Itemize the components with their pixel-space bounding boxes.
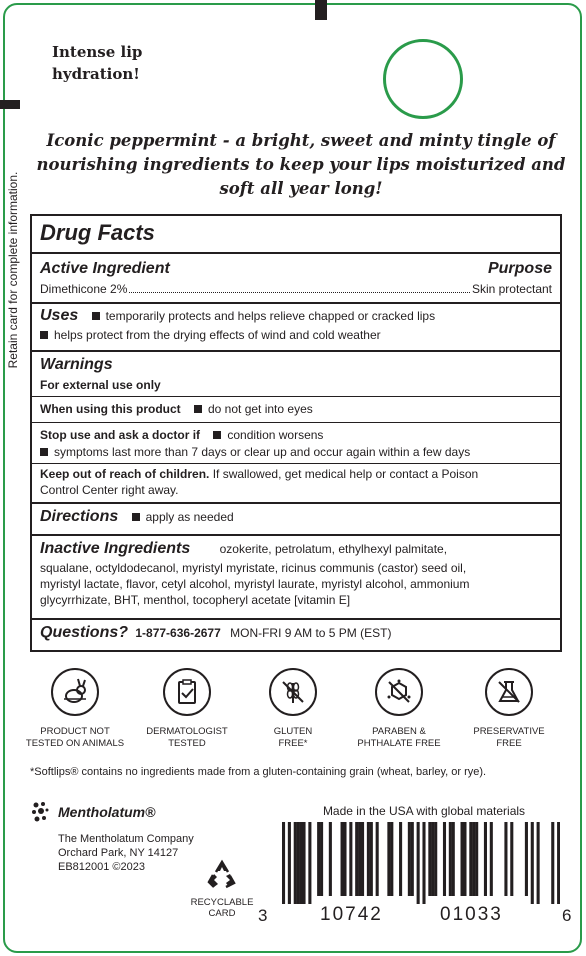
badge-label: DERMATOLOGIST: [146, 726, 228, 737]
barcode-bar: [469, 822, 472, 896]
barcode-bar: [308, 822, 311, 904]
bullet-icon: [40, 331, 48, 339]
headline: Intense lip hydration!: [52, 43, 143, 83]
mentholatum-logo-icon: [30, 800, 54, 824]
badge-circle: [51, 668, 99, 716]
barcode-bar: [417, 822, 420, 904]
when-using-text: do not get into eyes: [208, 402, 313, 416]
bullet-icon: [194, 405, 202, 413]
address-line: EB812001 ©2023: [58, 861, 146, 873]
divider: [32, 350, 560, 352]
directions-heading: Directions: [40, 508, 119, 525]
divider: [32, 534, 560, 536]
divider: [32, 422, 560, 423]
barcode: [282, 822, 560, 904]
stop-use-heading: Stop use and ask a doctor if: [40, 428, 201, 442]
company-address: [58, 832, 194, 874]
brand-name: Mentholatum®: [58, 804, 156, 820]
barcode-bar: [504, 822, 507, 896]
recycle-label: RECYCLABLE: [190, 897, 254, 908]
rabbit-icon: [60, 677, 90, 707]
side-note: Retain card for complete information.: [6, 171, 20, 369]
badge-label: PRESERVATIVE: [473, 726, 545, 737]
barcode-bar: [434, 822, 437, 896]
inactive-ingredients-text: glycyrrhizate, BHT, menthol, tocopheryl acetate [vitamin E]: [40, 593, 351, 607]
badge-label: TESTED: [168, 738, 206, 749]
badge-paraben-phthalate-free: [344, 668, 454, 750]
drug-facts-panel: [30, 214, 562, 652]
barcode-product-code: 01033: [440, 904, 503, 925]
barcode-bar: [358, 822, 361, 896]
no-gluten-icon: [278, 677, 308, 707]
recycle-icon: [204, 858, 240, 890]
stop-use-item: symptoms last more than 7 days or clear up and occur again within a few days: [54, 445, 471, 459]
use-item: helps protect from the drying effects of wind and cold weather: [54, 328, 381, 342]
barcode-bar: [525, 822, 528, 896]
clipboard-check-icon: [172, 677, 202, 707]
barcode-bar: [297, 822, 300, 904]
badge-label: GLUTEN: [273, 726, 313, 737]
barcode-bar: [349, 822, 352, 896]
barcode-number-system-digit: 3: [258, 906, 268, 925]
badge-label: FREE*: [278, 738, 308, 749]
barcode-bar: [463, 822, 466, 896]
divider: [32, 252, 560, 254]
active-ingredient-heading: Active Ingredient: [40, 260, 170, 277]
questions-heading: Questions?: [40, 624, 129, 641]
barcode-bar: [343, 822, 346, 896]
hours-text: MON-FRI 9 AM to 5 PM (EST): [230, 626, 392, 640]
brand-logo: [30, 800, 155, 824]
divider: [32, 302, 560, 304]
barcode-bar: [475, 822, 478, 896]
barcode-bar: [422, 822, 425, 904]
recycle-label: CARD: [208, 908, 236, 919]
barcode-bar: [484, 822, 487, 896]
bullet-icon: [92, 312, 100, 320]
barcode-bar: [390, 822, 393, 896]
divider: [32, 396, 560, 397]
keep-out-text: If swallowed, get medical help or contact a Poison: [212, 467, 479, 481]
drug-facts-title: Drug Facts: [40, 220, 155, 245]
barcode-bar: [428, 822, 431, 896]
top-registration-mark: [315, 0, 327, 20]
barcode-bar: [551, 822, 554, 904]
barcode-bar: [557, 822, 560, 904]
barcode-bar: [452, 822, 455, 896]
barcode-bar: [361, 822, 364, 896]
uses-heading: Uses: [40, 307, 79, 324]
active-ingredient-value: Dimethicone 2%: [40, 282, 128, 296]
inactive-ingredients-text: myristyl lactate, flavor, cetyl alcohol, myristyl laurate, myristyl alcohol, ammonium: [40, 577, 470, 591]
hang-hole: [383, 39, 463, 119]
barcode-manufacturer-code: 10742: [320, 904, 383, 925]
badge-preservative-free: [454, 668, 564, 750]
barcode-bar: [461, 822, 464, 896]
badge-label: PARABEN &: [372, 726, 426, 737]
inactive-ingredients-text: squalane, octyldodecanol, myristyl myristate, ricinus communis (castor) seed oil,: [40, 561, 467, 575]
when-using-heading: When using this product: [40, 402, 181, 416]
divider: [32, 618, 560, 620]
barcode-bar: [411, 822, 414, 896]
barcode-bar: [399, 822, 402, 896]
divider: [32, 463, 560, 464]
address-line: The Mentholatum Company: [58, 833, 194, 845]
inactive-ingredients-text: ozokerite, petrolatum, ethylhexyl palmitate,: [219, 542, 448, 556]
barcode-bar: [355, 822, 358, 896]
barcode-bar: [288, 822, 291, 904]
barcode-bar: [531, 822, 534, 904]
bullet-icon: [40, 448, 48, 456]
barcode-bar: [329, 822, 332, 896]
inactive-ingredients-heading: Inactive Ingredients: [40, 540, 191, 557]
barcode-bar: [317, 822, 320, 896]
barcode-bar: [302, 822, 305, 904]
badge-dermatologist-tested: [132, 668, 242, 750]
purpose-heading: Purpose: [487, 260, 552, 277]
badge-row: [25, 668, 564, 758]
keep-out-heading: Keep out of reach of children.: [40, 467, 210, 481]
badge-label: PHTHALATE FREE: [357, 738, 441, 749]
badge-label: FREE: [496, 738, 522, 749]
active-ingredient-row: [40, 282, 552, 297]
barcode-check-digit: 6: [562, 906, 572, 925]
badge-label: TESTED ON ANIMALS: [25, 738, 125, 749]
badge-circle: [375, 668, 423, 716]
barcode-bar: [300, 822, 303, 904]
barcode-bar: [387, 822, 390, 896]
tagline: Iconic peppermint - a bright, sweet and minty tingle of nourishing ingredients to keep your lips moisturized and soft all year long!: [36, 131, 566, 198]
barcode-bar: [294, 822, 297, 904]
barcode-bar: [449, 822, 452, 896]
dot-leader: [129, 292, 470, 293]
barcode-bar: [376, 822, 379, 896]
divider: [32, 502, 560, 504]
barcode-bar: [320, 822, 323, 896]
gluten-footnote: *Softlips® contains no ingredients made from a gluten-containing grain (wheat, barley, or rye).: [30, 766, 487, 778]
barcode-bar: [510, 822, 513, 896]
barcode-bar: [341, 822, 344, 896]
recyclable-badge: [190, 858, 254, 919]
barcode-bar: [367, 822, 370, 896]
barcode-bar: [431, 822, 434, 896]
stop-use-item: condition worsens: [227, 428, 324, 442]
barcode-bar: [282, 822, 285, 904]
badge-cruelty-free: [20, 668, 130, 750]
keep-out-text: Control Center right away.: [40, 483, 179, 497]
phone-number: 1-877-636-2677: [135, 626, 221, 640]
barcode-bar: [537, 822, 540, 904]
no-preservative-icon: [494, 677, 524, 707]
barcode-bar: [370, 822, 373, 896]
barcode-bar: [490, 822, 493, 896]
external-use-warning: For external use only: [40, 378, 161, 392]
purpose-value: Skin protectant: [471, 282, 552, 296]
no-paraben-icon: [384, 677, 414, 707]
use-item: temporarily protects and helps relieve chapped or cracked lips: [105, 309, 436, 323]
badge-circle: [269, 668, 317, 716]
badge-gluten-free: [238, 668, 348, 750]
bullet-icon: [213, 431, 221, 439]
badge-circle: [485, 668, 533, 716]
badge-label: PRODUCT NOT: [40, 726, 110, 737]
warnings-heading: Warnings: [40, 356, 113, 373]
directions-text: apply as needed: [145, 510, 234, 524]
barcode-bar: [408, 822, 411, 896]
barcode-bar: [443, 822, 446, 896]
bullet-icon: [132, 513, 140, 521]
made-in-usa-text: Made in the USA with global materials: [322, 804, 526, 818]
address-line: Orchard Park, NY 14127: [58, 847, 179, 859]
badge-circle: [163, 668, 211, 716]
barcode-bar: [472, 822, 475, 896]
